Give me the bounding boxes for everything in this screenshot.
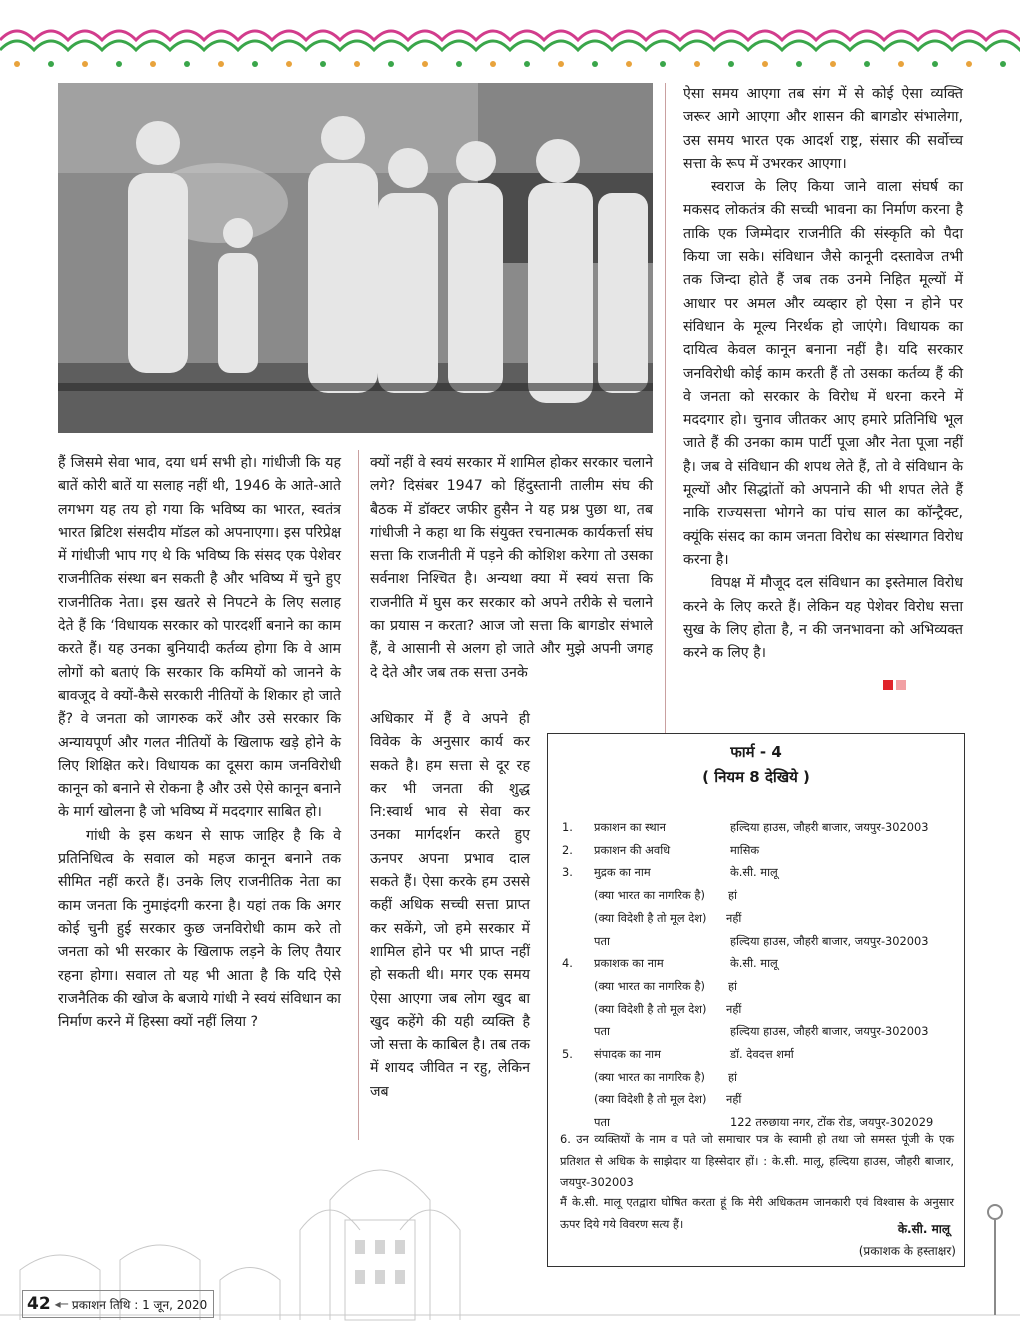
form-row bbox=[548, 999, 964, 1021]
article-paragraph: स्वराज के लिए किया जाने वाला संघर्ष का मकसद लोकतंत्र की सच्ची भावना का निर्माण करना है ताकि एक जिम्मेदार राजनीति की संस्कृति को पैदा किया जा सके। संविधान जैसे कानूनी दस्तावेज तभी तक जिन्दा होते हैं जब तक उनमे निहित मूल्यों में आधार पर अमल और व्यव्हार हो ऐसा न होने पर संविधान के मूल्य निरर्थक हो जाएंगे। विधायक का दायित्व केवल कानून बनाना नहीं है। यदि सरकार जनविरोधी कोई काम करती हैं तो उसका कर्तव्य हैं की वे जनता को सरकार के विरोध में धरना करने में मददगार हो। चुनाव जीतकर आए हमारे प्रतिनिधि भूल जाते हैं की उनका काम पार्टी पूजा और नेता पूजा नहीं है। जब वे संविधान की शपथ लेते हैं, तो वे संविधान के मूल्यों और सिद्धांतों को अपनाने की भी शपत लेते हैं नाकि राज्यसत्ता भोगने का पांच साल का कॉन्ट्रैक्ट, क्यूंकि संसद का काम जनता विरोध का संस्थागत विरोध करना है। bbox=[683, 179, 963, 568]
form-row-value: नहीं bbox=[726, 910, 742, 925]
form-title: फार्म - 4 bbox=[730, 743, 782, 761]
form-row bbox=[548, 840, 964, 862]
form-row-value: हल्दिया हाउस, जौहरी बाजार, जयपुर-302003 bbox=[730, 933, 929, 948]
form-row-value: नहीं bbox=[726, 1001, 742, 1016]
article-paragraph: गांधी के इस कथन से साफ जाहिर है कि वे प्रतिनिधित्व के सवाल को महज कानून बनाने तक सीमित नहीं करते हैं। उनके लिए राजनीतिक नेता का काम जनता कि नुमाइंदगी करना है। यहां तक कि अगर कोई चुनी हुई सरकार कुछ जनविरोधी काम करे तो जनता को भी सरकार के खिलाफ लड़ने के लिए तैयार रहना होगा। सवाल तो यह भी आता है कि यदि ऐसे राजनैतिक की खोज के बजाये गांधी ने स्वयं संविधान का निर्माण करने में हिस्सा क्यों नहीं लिया ? bbox=[58, 827, 341, 1031]
form-row bbox=[548, 817, 964, 839]
form-item-6: 6. उन व्यक्तियों के नाम व पते जो समाचार पत्र के स्वामी हो तथा जो समस्त पूंजी के एक प्रतिशत से अधिक के साझेदार या हिस्सेदार हों। : के.सी. मालू, हल्दिया हाउस, जौहरी बाजार, जयपुर-302003 bbox=[560, 1132, 954, 1190]
form-row-label: (क्या विदेशी है तो मूल देश) bbox=[594, 1092, 707, 1107]
arrow-icon: ◂─ bbox=[54, 1297, 68, 1311]
column-divider bbox=[665, 83, 666, 733]
form-row bbox=[548, 976, 964, 998]
end-mark-icon bbox=[883, 680, 893, 690]
form-declaration: मैं के.सी. मालू एतद्वारा घोषित करता हूं कि मेरी अधिकतम जानकारी एवं विश्वास के अनुसार ऊपर दिये गये विवरण सत्य हैं। bbox=[560, 1195, 954, 1231]
form-row-value: हल्दिया हाउस, जौहरी बाजार, जयपुर-302003 bbox=[730, 1024, 929, 1039]
form-row-label: (क्या विदेशी है तो मूल देश) bbox=[594, 910, 707, 925]
end-mark-icon bbox=[896, 680, 906, 690]
signatory-name: के.सी. मालू bbox=[897, 1222, 950, 1236]
article-paragraph: क्यों नहीं वे स्वयं सरकार में शामिल होकर सरकार चलाने लगे? दिसंबर 1947 को हिंदुस्तानी तालीम संघ की बैठक में डॉक्टर जफीर हुसैन ने यह प्रश्न पुछा था, तब गांधीजी ने कहा था कि संयुक्त रचनात्मक कार्यकर्त्ता संघ सत्ता कि राजनीती में पड़ने की कोशिश करेगा तो उसका सर्वनाश निश्चित है। अन्यथा क्या में स्वयं सत्ता कि राजनीति में घुस कर सरकार को अपने तरीके से चलाने का प्रयास न करता? आज जो सत्ता कि बागडोर संभाले हैं, वे आसानी से अलग हो जाते और मुझे अपनी जगह दे देते और जब तक सत्ता उनके bbox=[370, 455, 653, 681]
form-row-number: 4. bbox=[562, 956, 573, 971]
form-row-number: 2. bbox=[562, 842, 573, 857]
form-row bbox=[548, 931, 964, 953]
form-row-label: (क्या भारत का नागरिक है) bbox=[594, 978, 705, 993]
form-row-value: हां bbox=[728, 888, 737, 903]
form-row-value: के.सी. मालू bbox=[730, 865, 778, 880]
form-row-label: प्रकाशन का स्थान bbox=[594, 820, 666, 834]
form-row-label: पता bbox=[594, 933, 610, 948]
form-row bbox=[548, 953, 964, 975]
form-row-value: के.सी. मालू bbox=[730, 956, 778, 971]
form-row-label: पता bbox=[594, 1115, 610, 1130]
article-paragraph: विपक्ष में मौजूद दल संविधान का इस्तेमाल विरोध करने के लिए करते हैं। लेकिन यह पेशेवर विरोध सत्ता सुख के लिए होता है, न की जनभावना को अभिव्यक्त करने क लिए है। bbox=[683, 575, 963, 662]
form-row bbox=[548, 1021, 964, 1043]
form-row-value: 122 तरुछाया नगर, टोंक रोड, जयपुर-302029 bbox=[730, 1115, 934, 1130]
article-column-2-narrow bbox=[370, 708, 530, 1104]
form-row-number: 3. bbox=[562, 865, 573, 880]
form-row-label: प्रकाशन की अवधि bbox=[594, 842, 671, 857]
form-row-label: प्रकाशक का नाम bbox=[594, 956, 664, 971]
form-row-label: पता bbox=[594, 1024, 610, 1039]
form-row-value: हां bbox=[728, 1069, 737, 1084]
article-paragraph: अधिकार में हैं वे अपने ही विवेक के अनुसार कार्य कर सकते है। हम सत्ता से दूर रह कर भी जनता की शुद्ध नि:स्वार्थ भाव से सेवा कर उनका मार्गदर्शन करते हुए ऊनपर अपना प्रभाव दाल सकते हैं। ऐसा करके हम उससे कहीं अधिक सच्ची सत्ता प्राप्त कर सकेंगे, जो हमे सरकार में शामिल होने पर भी प्राप्त नहीं हो सकती थी। मगर एक समय ऐसा आएगा जब लोग खुद बा खुद कहेंगे की यही व्यक्ति है जो सत्ता के काबिल है। तब तक में शायद जीवित न रहु, लेकिन जब bbox=[370, 711, 530, 1100]
form-row bbox=[548, 1089, 964, 1111]
form-subtitle: ( नियम 8 देखिये ) bbox=[702, 768, 810, 786]
form-row-number: 5. bbox=[562, 1047, 573, 1061]
form-row-number: 1. bbox=[562, 820, 573, 834]
form-row-label: मुद्रक का नाम bbox=[594, 865, 651, 880]
form-row bbox=[548, 1044, 964, 1066]
article-paragraph: ऐसा समय आएगा तब संग में से कोई ऐसा व्यक्ति जरूर आगे आएगा और शासन की बागडोर संभालेगा, उस समय भारत एक आदर्श राष्ट्र, संसार की सर्वोच्च सत्ता के रूप में उभरकर आएगा। bbox=[683, 86, 963, 172]
decorative-top-border bbox=[0, 0, 1020, 78]
form-4-box bbox=[547, 733, 965, 1267]
form-row bbox=[548, 908, 964, 930]
form-row-value: डॉ. देवदत्त शर्मा bbox=[730, 1047, 794, 1061]
form-row-label: (क्या भारत का नागरिक है) bbox=[594, 1069, 705, 1084]
form-row-value: मासिक bbox=[730, 842, 760, 857]
form-row-value: हल्दिया हाउस, जौहरी बाजार, जयपुर-302003 bbox=[730, 820, 929, 834]
page-footer bbox=[22, 1290, 214, 1318]
column-divider bbox=[358, 450, 359, 1140]
signatory-role: (प्रकाशक के हस्ताक्षर) bbox=[858, 1244, 956, 1258]
article-column-3 bbox=[683, 83, 963, 665]
form-row-value: नहीं bbox=[726, 1092, 742, 1107]
publish-date: प्रकाशन तिथि : 1 जून, 2020 bbox=[71, 1297, 208, 1312]
form-row-value: हां bbox=[728, 978, 737, 993]
article-column-2 bbox=[370, 452, 653, 685]
article-paragraph: हैं जिसमे सेवा भाव, दया धर्म सभी हो। गांधीजी कि यह बातें कोरी बातें या सलाह नहीं थी, 1946 के आते-आते लगभग यह तय हो गया कि भविष्य का भारत, स्वतंत्र भारत ब्रिटिश संसदीय मॉडल को अपनाएगा। इस परिप्रेक्ष में गांधीजी भाप गए थे कि भविष्य कि संसद एक पेशेवर राजनीतिक संस्था बन सकती है और भविष्य में चुने हुए राजनीतिक नेता। इस खतरे से निपटने के लिए सलाह देते हैं कि ‘विधायक सरकार को पारदर्शी बनाने का काम करते हैं। यह उनका बुनियादी कर्तव्य होगा कि वे आम लोगों को बताएं कि सरकार कि कमियों को जानने के बावजूद वे क्यों-कैसे सरकारी नीतियों के शिकार हो जाते हैं? वे जनता को जागरुक करें और उसे सरकार कि अन्यायपूर्ण और गलत नीतियों के खिलाफ खड़े होने के लिए शिक्षित करे। विधायक का दूसरा काम जनविरोधी कानून को बनाने से रोकना है और उसे ऐसे कानून बनाने के मार्ग खोलना है जो भविष्य में मददगार साबित हो। bbox=[58, 455, 341, 821]
form-row bbox=[548, 1067, 964, 1089]
form-row bbox=[548, 885, 964, 907]
article-column-1 bbox=[58, 452, 341, 1034]
form-row-label: संपादक का नाम bbox=[594, 1047, 661, 1061]
form-row-label: (क्या भारत का नागरिक है) bbox=[594, 888, 705, 903]
historic-photograph bbox=[58, 83, 653, 433]
page-number: 42 bbox=[27, 1294, 51, 1314]
form-row bbox=[548, 862, 964, 884]
form-row-label: (क्या विदेशी है तो मूल देश) bbox=[594, 1001, 707, 1016]
